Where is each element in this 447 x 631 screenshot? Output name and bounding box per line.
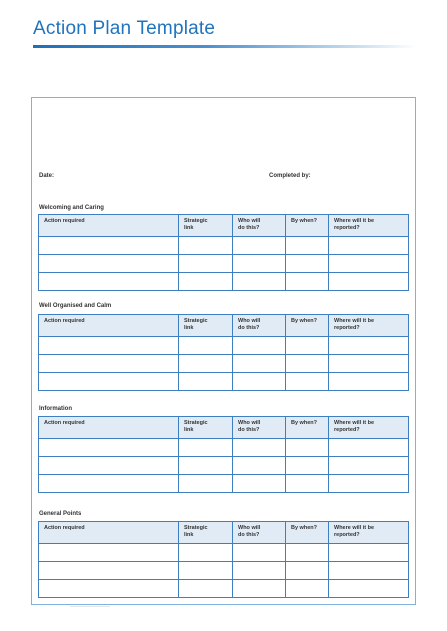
- entry-cell[interactable]: [286, 439, 329, 457]
- section-title: General Points: [39, 511, 82, 517]
- column-header: Where will it be reported?: [329, 215, 409, 237]
- entry-cell[interactable]: [179, 255, 233, 273]
- page-title: Action Plan Template: [33, 18, 216, 39]
- entry-cell[interactable]: [39, 273, 179, 291]
- entry-cell[interactable]: [233, 255, 286, 273]
- entry-cell[interactable]: [286, 457, 329, 475]
- column-header: Action required: [39, 522, 179, 544]
- column-header: Strategic link: [179, 522, 233, 544]
- column-header: By when?: [286, 215, 329, 237]
- entry-cell[interactable]: [179, 273, 233, 291]
- column-header: Who will do this?: [233, 315, 286, 337]
- entry-cell[interactable]: [286, 255, 329, 273]
- entry-cell[interactable]: [233, 475, 286, 493]
- entry-cell[interactable]: [39, 373, 179, 391]
- entry-cell[interactable]: [233, 355, 286, 373]
- entry-cell[interactable]: [179, 580, 233, 598]
- entry-cell[interactable]: [39, 355, 179, 373]
- footer-mark: [70, 606, 110, 607]
- title-underline: [33, 45, 417, 48]
- entry-cell[interactable]: [179, 237, 233, 255]
- entry-cell[interactable]: [233, 544, 286, 562]
- table-header-row: [39, 215, 409, 237]
- table-row: [39, 373, 409, 391]
- entry-cell[interactable]: [179, 337, 233, 355]
- column-header: Action required: [39, 315, 179, 337]
- column-header: Who will do this?: [233, 215, 286, 237]
- column-header: Strategic link: [179, 215, 233, 237]
- table-row: [39, 337, 409, 355]
- entry-cell[interactable]: [329, 355, 409, 373]
- entry-cell[interactable]: [233, 373, 286, 391]
- table-row: [39, 273, 409, 291]
- column-header: Who will do this?: [233, 522, 286, 544]
- entry-cell[interactable]: [286, 562, 329, 580]
- entry-cell[interactable]: [39, 562, 179, 580]
- entry-cell[interactable]: [39, 580, 179, 598]
- entry-cell[interactable]: [39, 544, 179, 562]
- entry-cell[interactable]: [179, 373, 233, 391]
- column-header: Who will do this?: [233, 417, 286, 439]
- entry-cell[interactable]: [286, 337, 329, 355]
- table-row: [39, 255, 409, 273]
- table-row: [39, 439, 409, 457]
- entry-cell[interactable]: [329, 544, 409, 562]
- entry-cell[interactable]: [233, 457, 286, 475]
- entry-cell[interactable]: [233, 337, 286, 355]
- entry-cell[interactable]: [179, 544, 233, 562]
- table-header-row: [39, 417, 409, 439]
- entry-cell[interactable]: [329, 439, 409, 457]
- column-header: Where will it be reported?: [329, 522, 409, 544]
- entry-cell[interactable]: [179, 457, 233, 475]
- entry-cell[interactable]: [39, 337, 179, 355]
- entry-cell[interactable]: [329, 337, 409, 355]
- entry-cell[interactable]: [233, 237, 286, 255]
- completed-by-label: Completed by:: [269, 173, 311, 179]
- entry-cell[interactable]: [179, 439, 233, 457]
- column-header: Action required: [39, 417, 179, 439]
- section-title: Information: [39, 406, 72, 412]
- entry-cell[interactable]: [233, 439, 286, 457]
- column-header: Where will it be reported?: [329, 315, 409, 337]
- table-row: [39, 475, 409, 493]
- action-table: [38, 521, 409, 598]
- entry-cell[interactable]: [286, 475, 329, 493]
- action-table: [38, 416, 409, 493]
- column-header: Strategic link: [179, 417, 233, 439]
- entry-cell[interactable]: [179, 355, 233, 373]
- table-header-row: [39, 522, 409, 544]
- table-row: [39, 237, 409, 255]
- table-row: [39, 580, 409, 598]
- entry-cell[interactable]: [329, 273, 409, 291]
- entry-cell[interactable]: [179, 475, 233, 493]
- entry-cell[interactable]: [329, 457, 409, 475]
- column-header: Strategic link: [179, 315, 233, 337]
- column-header: Action required: [39, 215, 179, 237]
- table-header-row: [39, 315, 409, 337]
- entry-cell[interactable]: [233, 273, 286, 291]
- entry-cell[interactable]: [329, 237, 409, 255]
- entry-cell[interactable]: [329, 373, 409, 391]
- entry-cell[interactable]: [329, 255, 409, 273]
- table-row: [39, 544, 409, 562]
- table-row: [39, 457, 409, 475]
- entry-cell[interactable]: [286, 355, 329, 373]
- entry-cell[interactable]: [286, 237, 329, 255]
- action-table: [38, 214, 409, 291]
- entry-cell[interactable]: [233, 562, 286, 580]
- entry-cell[interactable]: [39, 237, 179, 255]
- entry-cell[interactable]: [39, 255, 179, 273]
- table-row: [39, 562, 409, 580]
- entry-cell[interactable]: [39, 457, 179, 475]
- entry-cell[interactable]: [329, 475, 409, 493]
- table-row: [39, 355, 409, 373]
- entry-cell[interactable]: [329, 580, 409, 598]
- column-header: By when?: [286, 315, 329, 337]
- entry-cell[interactable]: [286, 273, 329, 291]
- entry-cell[interactable]: [286, 580, 329, 598]
- entry-cell[interactable]: [329, 562, 409, 580]
- date-label: Date:: [39, 173, 55, 179]
- entry-cell[interactable]: [39, 475, 179, 493]
- entry-cell[interactable]: [286, 373, 329, 391]
- section-title: Welcoming and Caring: [39, 205, 104, 211]
- entry-cell[interactable]: [179, 562, 233, 580]
- column-header: Where will it be reported?: [329, 417, 409, 439]
- action-table: [38, 314, 409, 391]
- entry-cell[interactable]: [286, 544, 329, 562]
- column-header: By when?: [286, 522, 329, 544]
- column-header: By when?: [286, 417, 329, 439]
- entry-cell[interactable]: [233, 580, 286, 598]
- entry-cell[interactable]: [39, 439, 179, 457]
- section-title: Well Organised and Calm: [39, 303, 112, 309]
